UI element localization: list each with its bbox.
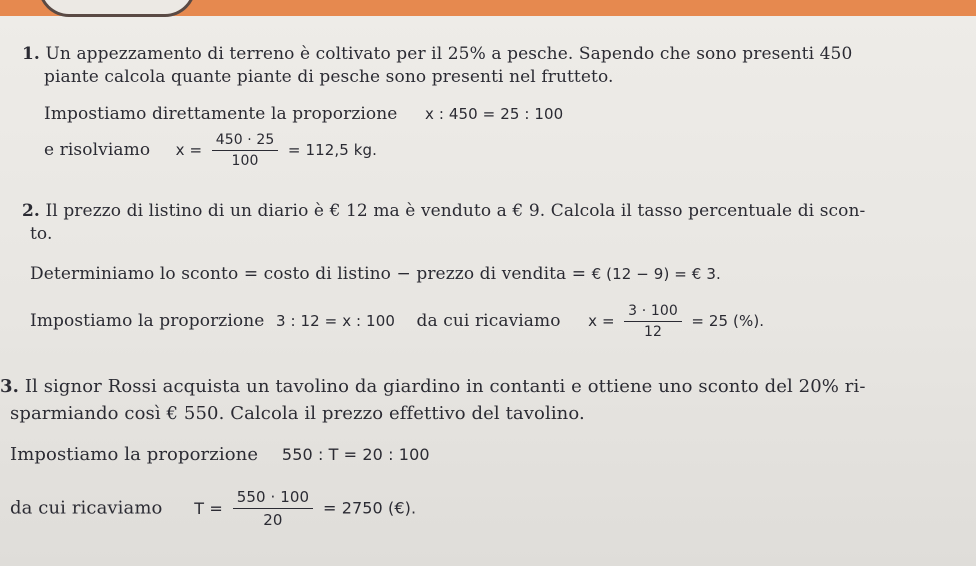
problem-2-fraction — [624, 303, 682, 340]
problem-3-derive-text: da cui ricaviamo — [10, 497, 163, 519]
problem-1-lhs: x = — [175, 141, 203, 159]
problem-3-denominator: 20 — [263, 511, 283, 529]
problem-1-text-1: Un appezzamento di terreno è coltivato per il 25% a pesche. Sapendo che sono presenti 450 — [45, 44, 853, 64]
problem-3-setup — [10, 444, 430, 465]
problem-3-solution — [10, 488, 416, 529]
problem-1-setup-math: x : 450 = 25 : 100 — [425, 105, 564, 123]
problem-2-text-1: Il prezzo di listino di un diario è € 12 ma è venduto a € 9. Calcola il tasso percentuale di scon- — [45, 201, 866, 221]
problem-2-numerator: 3 · 100 — [624, 303, 682, 322]
problem-3-line-1 — [0, 376, 866, 397]
problem-3-setup-text: Impostiamo la proporzione — [10, 444, 259, 465]
problem-2-denominator: 12 — [643, 324, 662, 340]
problem-2-number: 2. — [22, 201, 40, 221]
problem-2-setup-text: Impostiamo la proporzione — [30, 311, 265, 331]
problem-1-text-2: piante calcola quante piante di pesche sono presenti nel frutteto. — [44, 67, 614, 87]
problem-1-setup — [44, 104, 563, 124]
problem-2-discount-math: € (12 − 9) = € 3. — [591, 265, 721, 283]
problem-3-number: 3. — [0, 376, 19, 397]
problem-1-rhs: = 112,5 kg. — [287, 141, 378, 159]
problem-3-setup-math: 550 : T = 20 : 100 — [281, 445, 430, 464]
problem-1-line-2 — [44, 67, 614, 87]
problem-1-solution — [44, 132, 377, 169]
problem-1-denominator: 100 — [231, 153, 259, 169]
problem-1-fraction — [212, 132, 279, 169]
problem-1-numerator: 450 · 25 — [212, 132, 279, 151]
problem-3-line-2 — [10, 403, 585, 424]
problem-2-text-2: to. — [30, 224, 53, 244]
problem-3-rhs: = 2750 (€). — [323, 498, 417, 518]
problem-2-solution — [30, 303, 764, 340]
problem-2-discount — [30, 264, 721, 284]
header-tab — [38, 0, 196, 17]
problem-1-number: 1. — [22, 44, 40, 64]
problem-2-line-1 — [22, 201, 865, 221]
problem-2-line-2 — [30, 224, 52, 244]
problem-3-lhs: T = — [194, 498, 223, 518]
problem-2-lhs: x = — [588, 312, 615, 330]
problem-1-line-1 — [22, 44, 852, 64]
problem-2-rhs: = 25 (%). — [691, 312, 765, 330]
problem-3-text-2: sparmiando così € 550. Calcola il prezzo effettivo del tavolino. — [10, 403, 585, 424]
problem-2-setup-math: 3 : 12 = x : 100 — [275, 312, 395, 330]
problem-3-fraction — [233, 488, 313, 529]
problem-2-discount-text: Determiniamo lo sconto = costo di listino − prezzo di vendita = — [30, 264, 587, 284]
problem-2-derive-text: da cui ricaviamo — [416, 311, 561, 331]
problem-1-setup-text: Impostiamo direttamente la proporzione — [44, 104, 398, 124]
problem-1-solve-text: e risolviamo — [44, 140, 151, 160]
problem-3-numerator: 550 · 100 — [233, 488, 313, 509]
problem-3-text-1: Il signor Rossi acquista un tavolino da giardino in contanti e ottiene uno sconto del 20% ri- — [24, 376, 866, 397]
